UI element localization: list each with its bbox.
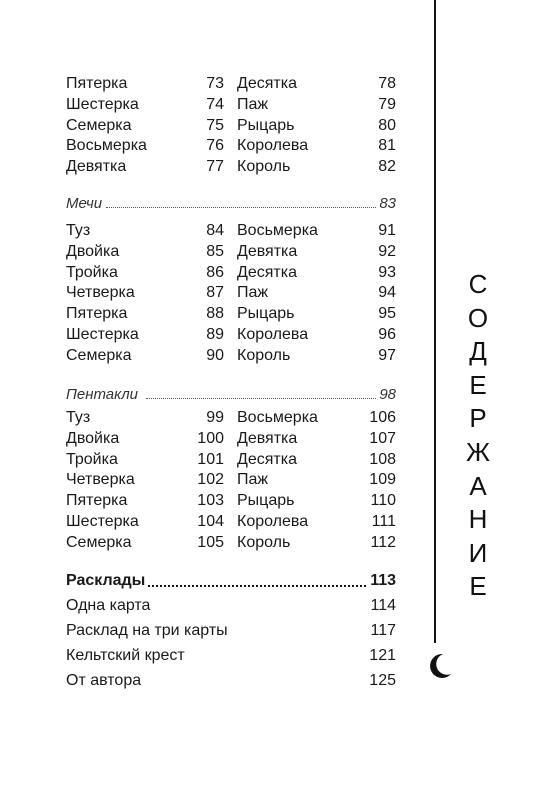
toc-entry — [66, 346, 224, 366]
entry-name: Королева — [237, 326, 309, 343]
entry-name: Пятерка — [66, 305, 128, 323]
entry-name: Десятка — [237, 75, 297, 92]
toc-entry — [66, 95, 224, 115]
entry-name: Туз — [66, 222, 91, 239]
leader-dots — [146, 398, 378, 399]
toc-entry — [237, 263, 396, 283]
vertical-rule — [434, 0, 436, 643]
section-title: Мечи — [66, 195, 103, 212]
spread-entry — [66, 620, 396, 642]
entry-name: Двойка — [66, 429, 120, 447]
entry-page: 75 — [206, 116, 224, 134]
toc-entry — [237, 429, 396, 449]
toc-entry — [237, 491, 396, 511]
entry-page: 106 — [369, 409, 396, 426]
side-title-letter: Н — [468, 504, 488, 535]
entry-page: 76 — [206, 137, 224, 155]
entry-name: Девятка — [237, 242, 298, 260]
entry-page: 94 — [378, 284, 396, 302]
entry-page: 95 — [378, 305, 396, 323]
section-title: Расклады — [66, 570, 147, 592]
entry-page: 112 — [370, 533, 396, 551]
entry-page: 100 — [197, 429, 224, 447]
spread-entry — [66, 595, 396, 617]
toc-entry — [66, 533, 224, 553]
swords-section-heading — [66, 194, 396, 214]
entry-page: 88 — [206, 305, 224, 323]
entry-page: 85 — [206, 242, 224, 260]
side-title — [460, 268, 496, 604]
toc-entry — [66, 242, 224, 262]
entry-name: Королева — [237, 137, 309, 155]
toc-entry — [66, 74, 224, 94]
toc-entry — [237, 450, 396, 470]
toc-entry — [237, 157, 396, 177]
entry-name: От автора — [66, 672, 142, 689]
toc-entry — [66, 221, 224, 241]
entry-name: Паж — [237, 471, 269, 489]
spread-entry — [66, 670, 396, 692]
entry-page: 87 — [206, 284, 224, 302]
toc-entry — [66, 429, 224, 449]
pentacles-section-heading — [66, 385, 396, 405]
toc-entry — [237, 95, 396, 115]
entry-page: 102 — [197, 471, 224, 489]
entry-name: Тройка — [66, 450, 118, 468]
spreads-section-heading — [66, 570, 396, 592]
toc-entry — [66, 283, 224, 303]
toc-entry — [237, 512, 396, 532]
entry-page: 82 — [378, 158, 396, 176]
entry-page: 103 — [197, 492, 224, 510]
entry-name: Туз — [66, 409, 91, 426]
toc-entry — [66, 512, 224, 532]
entry-name: Восьмерка — [237, 222, 318, 239]
toc-entry — [237, 470, 396, 490]
entry-page: 111 — [371, 513, 396, 530]
entry-page: 80 — [378, 116, 396, 134]
entry-page: 74 — [206, 95, 224, 113]
entry-page: 97 — [378, 346, 396, 364]
entry-page: 78 — [378, 75, 396, 92]
entry-page: 101 — [197, 450, 224, 468]
entry-name: Рыцарь — [237, 305, 295, 323]
entry-name: Шестерка — [66, 326, 139, 343]
side-title-letter: И — [468, 537, 488, 568]
toc-entry — [66, 325, 224, 345]
entry-name: Расклад на три карты — [66, 622, 228, 639]
entry-name: Король — [237, 158, 291, 176]
entry-page: 93 — [378, 263, 396, 281]
section-page: 113 — [368, 570, 396, 592]
entry-page: 114 — [370, 597, 396, 614]
entry-page: 81 — [378, 137, 396, 155]
side-title-letter: О — [467, 302, 489, 333]
entry-page: 104 — [197, 513, 224, 530]
entry-name: Семерка — [66, 346, 132, 364]
toc-entry — [237, 242, 396, 262]
toc-entry — [237, 408, 396, 428]
toc-entry — [66, 116, 224, 136]
entry-name: Паж — [237, 95, 269, 113]
entry-page: 99 — [206, 409, 224, 426]
entry-page: 117 — [370, 622, 396, 639]
entry-page: 110 — [370, 492, 396, 510]
toc-entry — [237, 116, 396, 136]
toc-entry — [66, 304, 224, 324]
entry-name: Королева — [237, 513, 309, 530]
entry-page: 96 — [378, 326, 396, 343]
leader-dots — [144, 585, 366, 587]
toc-entry — [66, 157, 224, 177]
entry-name: Семерка — [66, 533, 132, 551]
toc-entry — [237, 74, 396, 94]
toc-entry — [66, 136, 224, 156]
entry-name: Рыцарь — [237, 492, 295, 510]
entry-name: Шестерка — [66, 513, 139, 530]
entry-page: 108 — [369, 450, 396, 468]
entry-name: Двойка — [66, 242, 120, 260]
toc-entry — [237, 304, 396, 324]
entry-name: Одна карта — [66, 597, 151, 614]
section-page: 98 — [379, 386, 396, 403]
entry-name: Восьмерка — [237, 409, 318, 426]
toc-entry — [66, 450, 224, 470]
entry-page: 84 — [206, 222, 224, 239]
entry-name: Девятка — [237, 429, 298, 447]
section-title: Пентакли — [66, 386, 139, 403]
section-page: 83 — [379, 195, 396, 212]
entry-name: Десятка — [237, 450, 297, 468]
leader-dots — [106, 207, 378, 208]
entry-name: Кельтский крест — [66, 647, 185, 664]
toc-entry — [237, 221, 396, 241]
toc-entry — [66, 263, 224, 283]
side-title-letter: Р — [469, 403, 487, 434]
toc-entry — [66, 408, 224, 428]
toc-entry — [237, 325, 396, 345]
side-title-letter: Ж — [465, 436, 490, 467]
entry-name: Семерка — [66, 116, 132, 134]
side-title-letter: А — [469, 470, 487, 501]
entry-page: 125 — [369, 672, 396, 689]
entry-name: Девятка — [66, 158, 127, 176]
spread-entry — [66, 645, 396, 667]
side-title-letter: Е — [469, 369, 487, 400]
entry-name: Пятерка — [66, 492, 128, 510]
side-title-letter: Д — [469, 336, 487, 367]
entry-name: Шестерка — [66, 95, 139, 113]
side-title-letter: С — [468, 269, 488, 299]
entry-page: 92 — [378, 242, 396, 260]
entry-page: 107 — [369, 429, 396, 447]
entry-page: 121 — [369, 647, 396, 664]
entry-name: Тройка — [66, 263, 118, 281]
toc-entry — [66, 491, 224, 511]
entry-page: 90 — [206, 346, 224, 364]
entry-name: Король — [237, 533, 291, 551]
entry-name: Четверка — [66, 284, 135, 302]
toc-entry — [237, 346, 396, 366]
toc-entry — [237, 533, 396, 553]
entry-page: 109 — [369, 471, 396, 489]
entry-page: 105 — [197, 533, 224, 551]
entry-name: Восьмерка — [66, 137, 147, 155]
toc-entry — [237, 136, 396, 156]
toc-entry — [66, 470, 224, 490]
toc-entry — [237, 283, 396, 303]
entry-name: Рыцарь — [237, 116, 295, 134]
entry-page: 89 — [206, 326, 224, 343]
entry-name: Паж — [237, 284, 269, 302]
entry-page: 77 — [206, 158, 224, 176]
entry-page: 91 — [378, 222, 396, 239]
entry-name: Четверка — [66, 471, 135, 489]
entry-page: 79 — [378, 95, 396, 113]
side-title-letter: Е — [469, 571, 487, 602]
entry-name: Король — [237, 346, 291, 364]
entry-page: 73 — [206, 75, 224, 92]
entry-name: Десятка — [237, 263, 297, 281]
entry-page: 86 — [206, 263, 224, 281]
entry-name: Пятерка — [66, 75, 128, 92]
crescent-moon-icon — [423, 650, 455, 682]
